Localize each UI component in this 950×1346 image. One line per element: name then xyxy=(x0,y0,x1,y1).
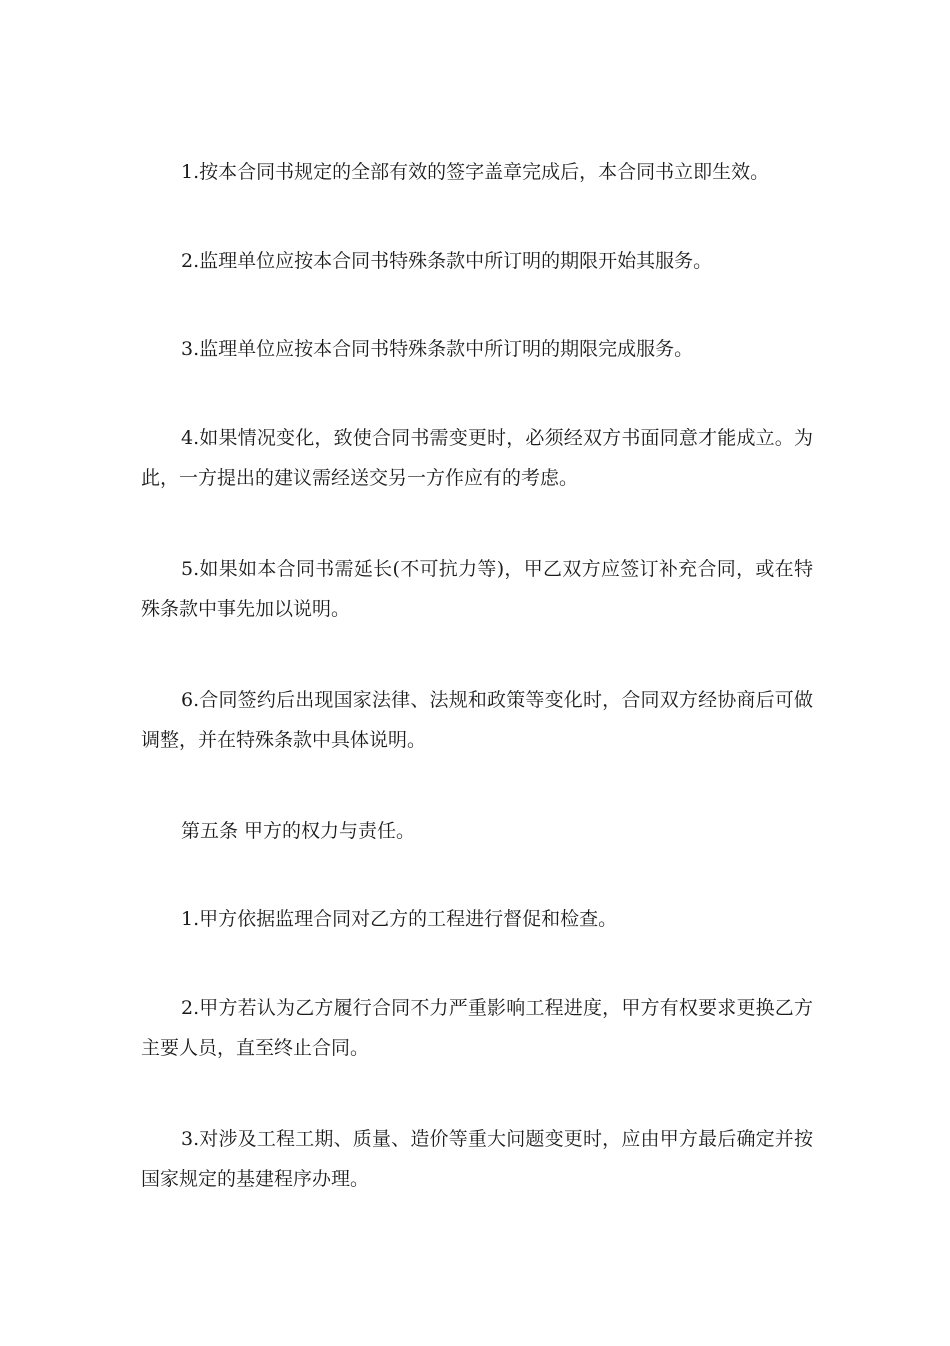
clause-paragraph: 5.如果如本合同书需延长(不可抗力等)，甲乙双方应签订补充合同，或在特殊条款中事先加以说明。 xyxy=(141,558,813,620)
clause-paragraph: 3.对涉及工程工期、质量、造价等重大问题变更时，应由甲方最后确定并按国家规定的基建程序办理。 xyxy=(141,1128,813,1190)
clause-paragraph: 2.监理单位应按本合同书特殊条款中所订明的期限开始其服务。 xyxy=(181,250,713,272)
clause-paragraph: 1.按本合同书规定的全部有效的签字盖章完成后，本合同书立即生效。 xyxy=(181,161,770,183)
clause-paragraph: 6.合同签约后出现国家法律、法规和政策等变化时，合同双方经协商后可做调整，并在特殊条款中具体说明。 xyxy=(141,689,813,751)
clause-paragraph: 2.甲方若认为乙方履行合同不力严重影响工程进度，甲方有权要求更换乙方主要人员，直至终止合同。 xyxy=(141,997,813,1059)
clause-paragraph: 1.甲方依据监理合同对乙方的工程进行督促和检查。 xyxy=(181,908,618,930)
clause-paragraph: 4.如果情况变化，致使合同书需变更时，必须经双方书面同意才能成立。为此，一方提出的建议需经送交另一方作应有的考虑。 xyxy=(141,427,813,489)
section-heading: 第五条 甲方的权力与责任。 xyxy=(181,820,416,842)
clause-paragraph: 3.监理单位应按本合同书特殊条款中所订明的期限完成服务。 xyxy=(181,338,694,360)
